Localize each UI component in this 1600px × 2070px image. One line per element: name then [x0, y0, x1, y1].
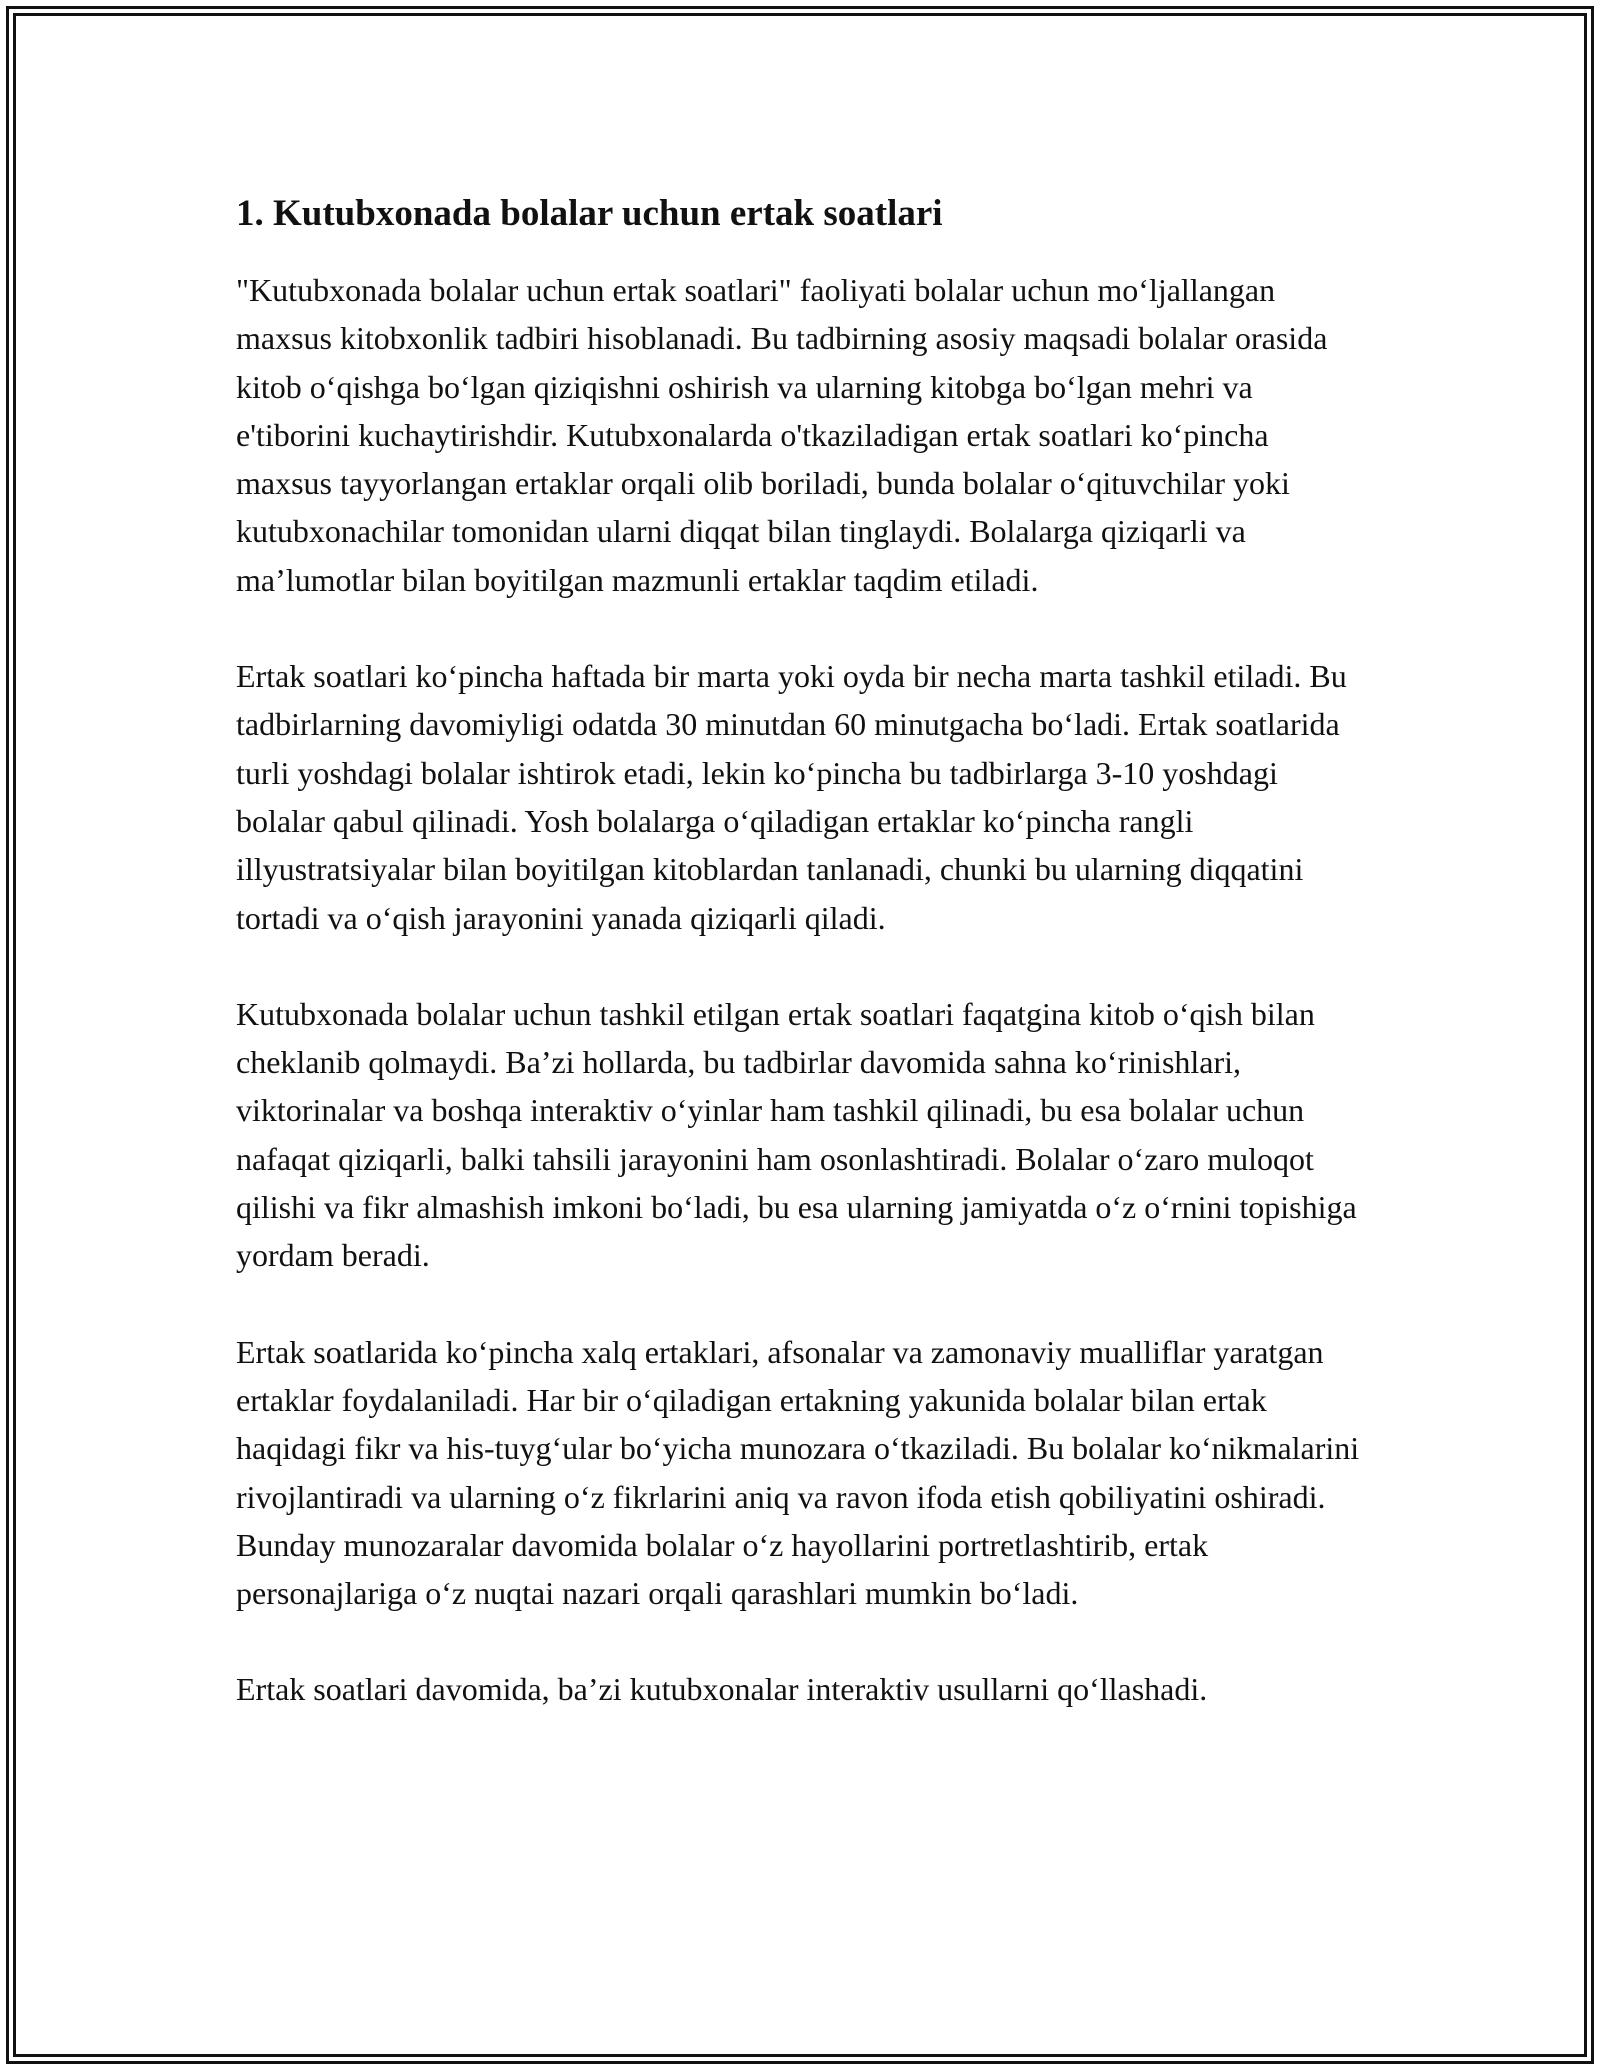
paragraph-4: Ertak soatlarida ko‘pincha xalq ertaklari, afsonalar va zamonaviy mualliflar yaratgan ertaklar foydalaniladi. Har bir o‘qiladigan ertakning yakunida bolalar bilan ertak haqidagi fikr va his-tuyg‘ular bo‘yicha munozara o‘tkaziladi. Bu bolalar ko‘nikmalarini rivojlantiradi va ularning o‘z fikrlarini aniq va ravon ifoda etish qobiliyatini oshiradi. Bunday munozaralar davomida bolalar o‘z hayollarini portretlashtirib, ertak personajlariga o‘z nuqtai nazari orqali qarashlari mumkin bo‘ladi.: [236, 1333, 1360, 1612]
paragraph-5: Ertak soatlari davomida, ba’zi kutubxonalar interaktiv usullarni qo‘llashadi.: [236, 1671, 1208, 1708]
paragraph-2: Ertak soatlari ko‘pincha haftada bir marta yoki oyda bir necha marta tashkil etiladi. Bu tadbirlarning davomiyligi odatda 30 minutdan 60 minutgacha bo‘ladi. Ertak soatlarida turli yoshdagi bolalar ishtirok etadi, lekin ko‘pincha bu tadbirlarga 3-10 yoshdagi bolalar qabul qilinadi. Yosh bolalarga o‘qiladigan ertaklar ko‘pincha rangli illyustratsiyalar bilan boyitilgan kitoblardan tanlanadi, chunki bu ularning diqqatini tortadi va o‘qish jarayonini yanada qiziqarli qiladi.: [236, 658, 1347, 936]
section-heading: 1. Kutubxonada bolalar uchun ertak soatlari: [236, 193, 943, 234]
paragraph-1: "Kutubxonada bolalar uchun ertak soatlari" faoliyati bolalar uchun mo‘ljallangan maxsus kitobxonlik tadbiri hisoblanadi. Bu tadbirning asosiy maqsadi bolalar orasida kitob o‘qishga bo‘lgan qiziqishni oshirish va ularning kitobga bo‘lgan mehri va e'tiborini kuchaytirishdir. Kutubxonalarda o'tkaziladigan ertak soatlari ko‘pincha maxsus tayyorlangan ertaklar orqali olib boriladi, bunda bolalar o‘qituvchilar yoki kutubxonachilar tomonidan ularni diqqat bilan tinglaydi. Bolalarga qiziqarli va ma’lumotlar bilan boyitilgan mazmunli ertaklar taqdim etiladi.: [236, 272, 1328, 598]
paragraph-3: Kutubxonada bolalar uchun tashkil etilgan ertak soatlari faqatgina kitob o‘qish bilan cheklanib qolmaydi. Ba’zi hollarda, bu tadbirlar davomida sahna ko‘rinishlari, viktorinalar va boshqa interaktiv o‘yinlar ham tashkil qilinadi, bu esa bolalar uchun nafaqat qiziqarli, balki tahsili jarayonini ham osonlashtiradi. Bolalar o‘zaro muloqot qilishi va fikr almashish imkoni bo‘ladi, bu esa ularning jamiyatda o‘z o‘rnini topishiga yordam beradi.: [236, 995, 1357, 1274]
document-body: [236, 186, 1366, 1762]
